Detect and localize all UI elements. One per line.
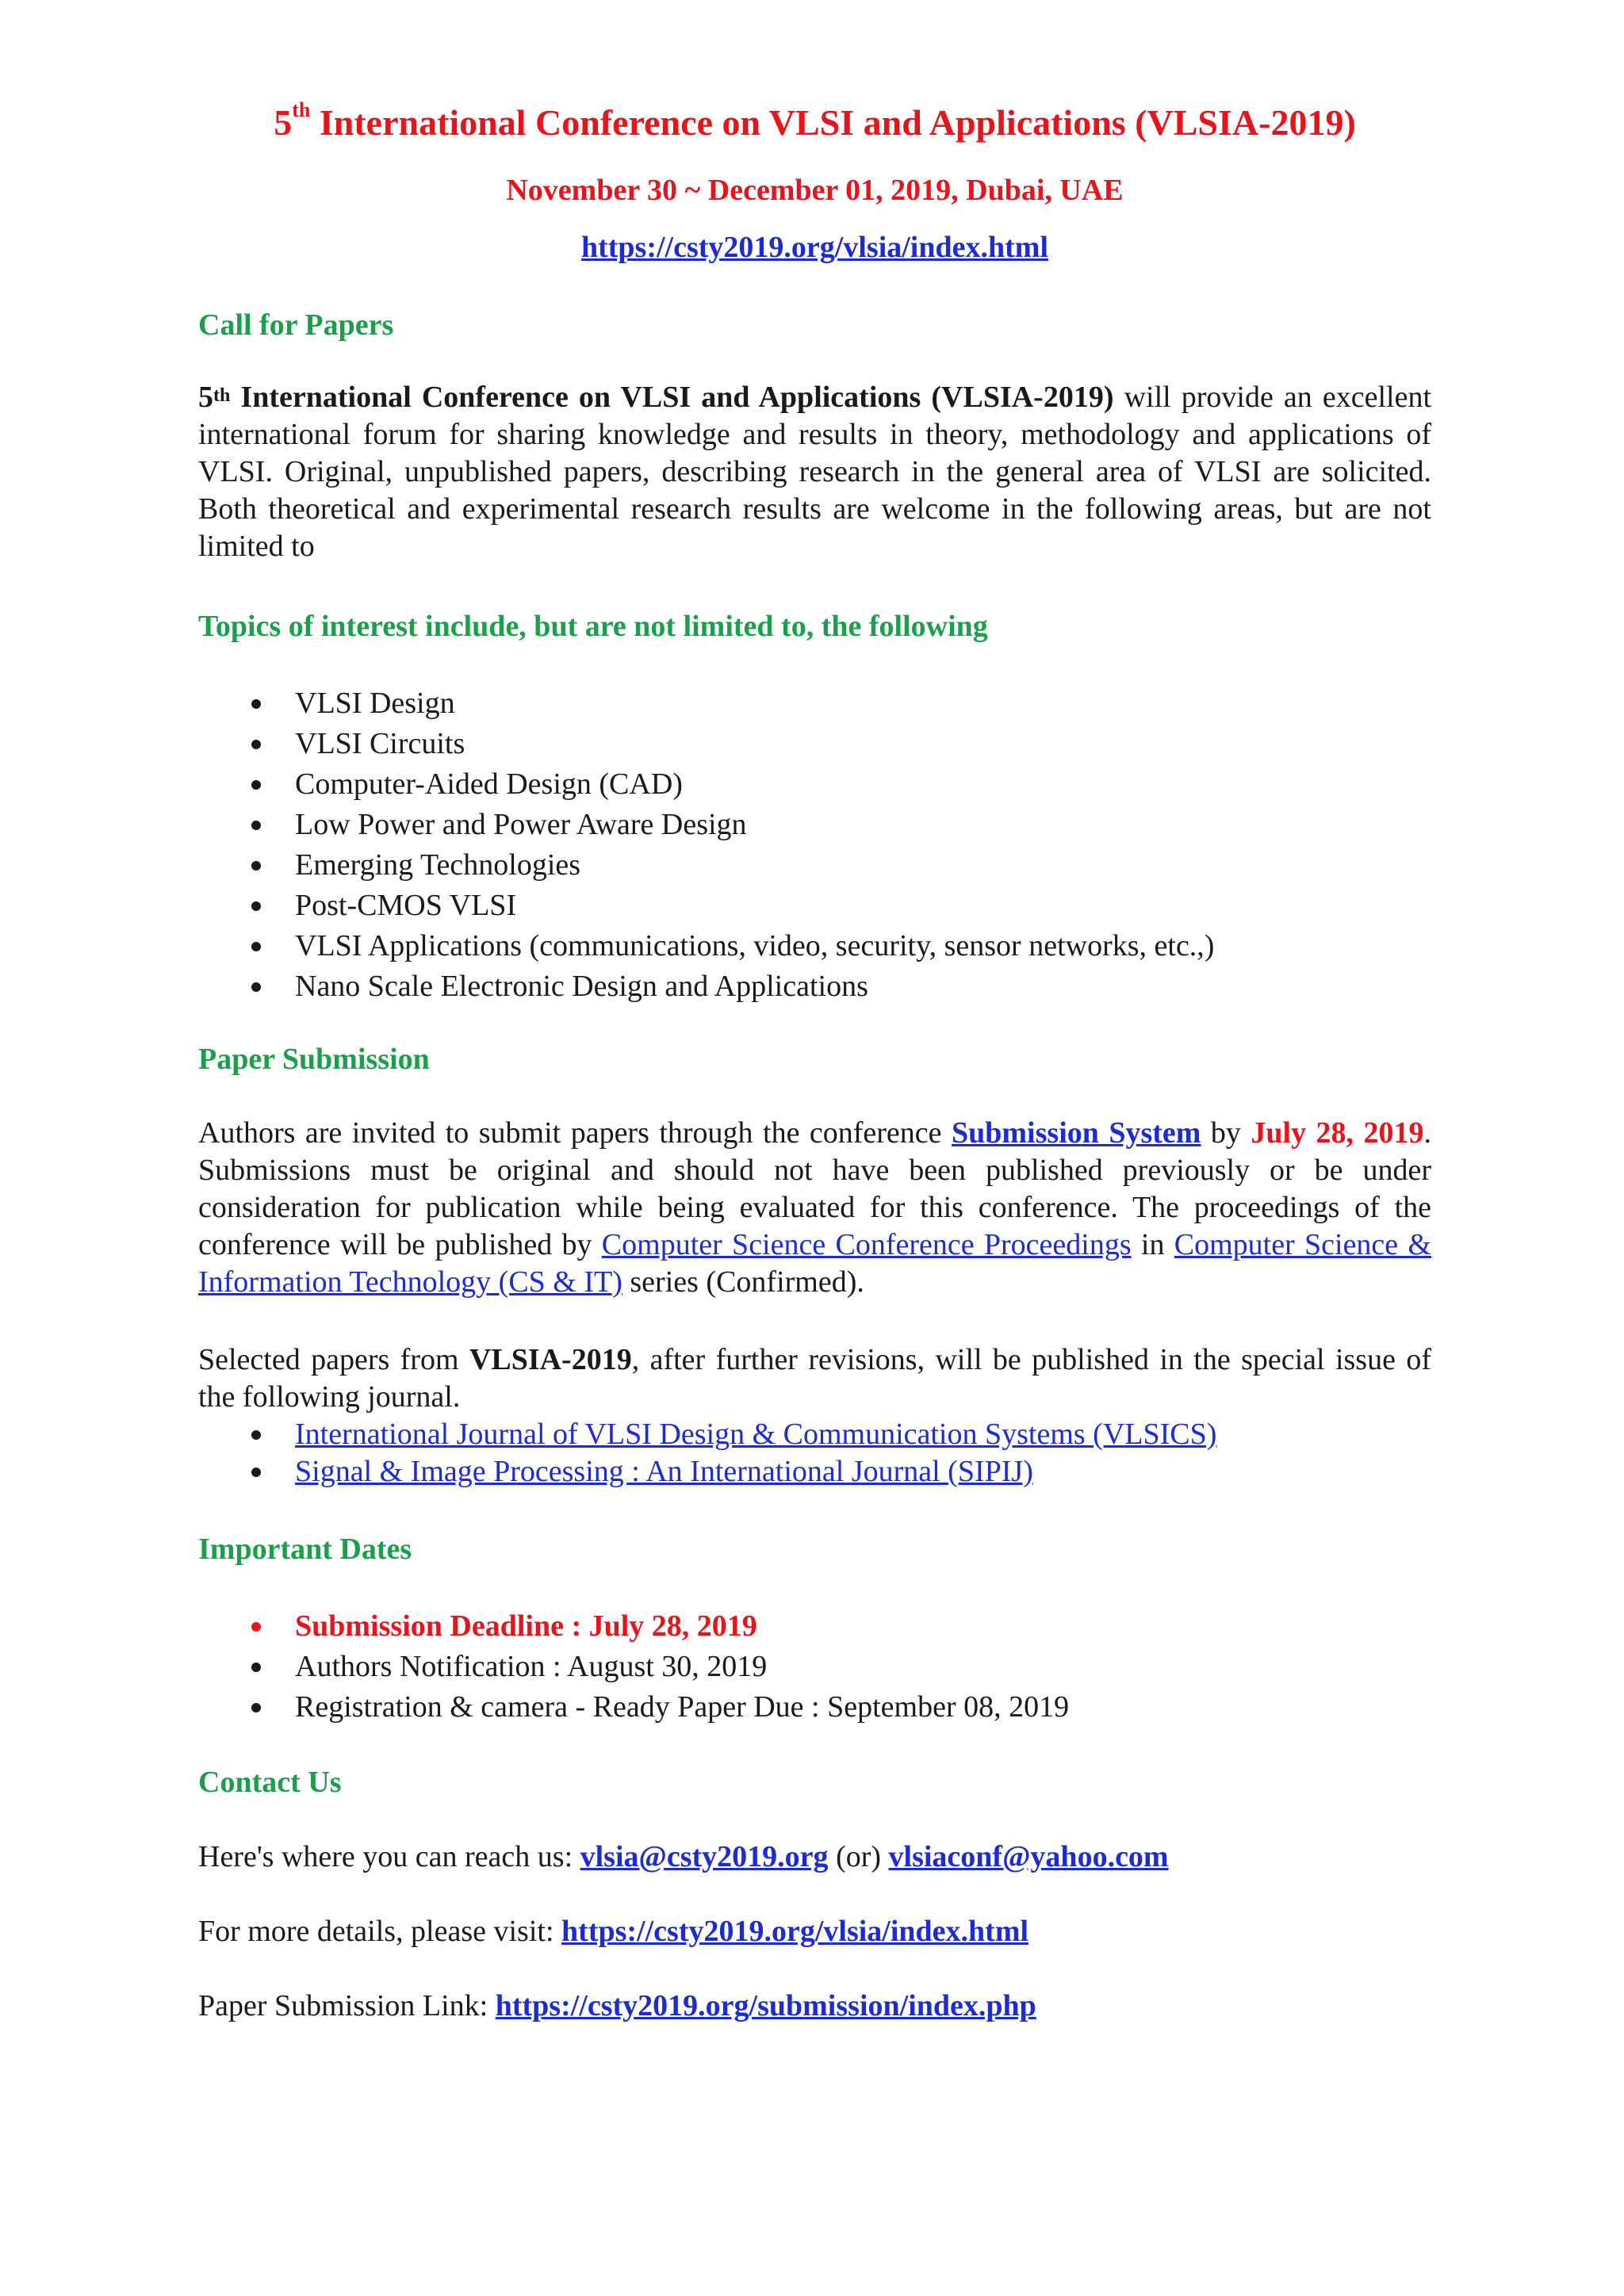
list-item bbox=[198, 805, 1214, 845]
call-for-papers-paragraph bbox=[198, 379, 1431, 565]
special-issue-text: Selected papers from bbox=[198, 1343, 469, 1376]
important-dates-list bbox=[198, 1606, 1069, 1728]
submission-deadline-date: July 28, 2019 bbox=[1251, 1116, 1424, 1150]
bullet-icon bbox=[251, 982, 261, 992]
list-item bbox=[198, 1606, 1069, 1647]
bullet-icon bbox=[251, 699, 261, 709]
topic-label: VLSI Applications (communications, video, security, sensor networks, etc.,) bbox=[295, 929, 1215, 962]
list-item bbox=[198, 1453, 1216, 1490]
topic-label: Emerging Technologies bbox=[295, 848, 581, 882]
list-item bbox=[198, 764, 1214, 805]
contact-email-line bbox=[198, 1839, 1169, 1874]
list-item bbox=[198, 966, 1214, 1007]
special-issue-paragraph bbox=[198, 1341, 1431, 1416]
title-superscript: th bbox=[292, 98, 311, 121]
conference-url-link[interactable]: https://csty2019.org/vlsia/index.html bbox=[580, 231, 1049, 264]
journals-list bbox=[198, 1416, 1216, 1490]
bullet-icon bbox=[251, 1430, 261, 1440]
topic-label: Post-CMOS VLSI bbox=[295, 889, 517, 922]
email-link-secondary[interactable]: vlsiaconf@yahoo.com bbox=[888, 1840, 1169, 1873]
contact-text: (or) bbox=[828, 1840, 889, 1873]
topic-label: VLSI Design bbox=[295, 687, 455, 720]
bullet-icon bbox=[251, 901, 261, 911]
details-text: For more details, please visit: bbox=[198, 1915, 562, 1948]
topic-label: Nano Scale Electronic Design and Applications bbox=[295, 970, 868, 1003]
journal-link-vlsics[interactable]: International Journal of VLSI Design & Communication Systems (VLSICS) bbox=[295, 1418, 1217, 1451]
submission-text: Authors are invited to submit papers through the conference bbox=[198, 1116, 952, 1150]
conference-date-location: November 30 ~ December 01, 2019, Dubai, UAE bbox=[506, 174, 1124, 207]
bullet-icon bbox=[251, 821, 261, 830]
list-item bbox=[198, 845, 1214, 886]
date-label-registration: Registration & camera - Ready Paper Due : September 08, 2019 bbox=[295, 1690, 1070, 1724]
date-label-notification: Authors Notification : August 30, 2019 bbox=[295, 1650, 768, 1683]
paper-submission-paragraph bbox=[198, 1115, 1431, 1301]
topic-label: Low Power and Power Aware Design bbox=[295, 808, 747, 841]
submission-system-link[interactable]: Submission System bbox=[952, 1116, 1201, 1150]
submission-link-text: Paper Submission Link: bbox=[198, 1989, 496, 2022]
submission-text: by bbox=[1201, 1116, 1251, 1150]
list-item bbox=[198, 724, 1214, 764]
special-issue-text: , after further revisions, will be published in the special issue of the following journal. bbox=[198, 1343, 1431, 1414]
cs-it-series-link[interactable]: Computer Science & Information Technology (CS & IT) bbox=[198, 1228, 1432, 1299]
intro-text: will provide an excellent international forum for sharing knowledge and results in theory, methodology and applications of VLSI. Original, unpublished papers, describing research in the general area of VLSI are solicited. Both theoretical and experimental research results are welcome in the following areas, but are not limited to bbox=[198, 381, 1431, 563]
paper-submission-heading: Paper Submission bbox=[198, 1043, 430, 1076]
conference-title bbox=[198, 98, 1431, 144]
bullet-icon bbox=[251, 740, 261, 749]
list-item bbox=[198, 926, 1214, 966]
contact-heading: Contact Us bbox=[198, 1766, 342, 1799]
journal-link-sipij[interactable]: Signal & Image Processing : An International Journal (SIPIJ) bbox=[295, 1455, 1033, 1488]
list-item bbox=[198, 1647, 1069, 1687]
title-text: International Conference on VLSI and Applications (VLSIA-2019) bbox=[310, 102, 1356, 143]
bullet-icon bbox=[251, 1468, 261, 1477]
bullet-icon bbox=[251, 1663, 261, 1672]
bullet-icon bbox=[251, 780, 261, 790]
topic-label: Computer-Aided Design (CAD) bbox=[295, 767, 683, 801]
submission-text: . Submissions must be original and should not have been published previously or be under consideration for publication while being evaluated for this conference. The proceedings of the conference will be published by bbox=[198, 1116, 1432, 1261]
contact-text: Here's where you can reach us: bbox=[198, 1840, 580, 1873]
bullet-icon bbox=[251, 1622, 261, 1632]
submission-link-line bbox=[198, 1988, 1036, 2023]
intro-number: 5 bbox=[198, 381, 213, 414]
list-item bbox=[198, 683, 1214, 724]
bullet-icon bbox=[251, 1703, 261, 1712]
details-url-link[interactable]: https://csty2019.org/vlsia/index.html bbox=[561, 1915, 1029, 1948]
list-item bbox=[198, 1416, 1216, 1453]
bullet-icon bbox=[251, 861, 261, 871]
date-label-deadline: Submission Deadline : July 28, 2019 bbox=[295, 1609, 757, 1643]
list-item bbox=[198, 1687, 1069, 1728]
submission-url-link[interactable]: https://csty2019.org/submission/index.php bbox=[495, 1989, 1036, 2022]
conference-acronym: VLSIA-2019 bbox=[469, 1343, 632, 1376]
proceedings-link[interactable]: Computer Science Conference Proceedings bbox=[601, 1228, 1132, 1261]
submission-text: in bbox=[1131, 1228, 1174, 1261]
submission-text: series (Confirmed). bbox=[622, 1265, 864, 1299]
call-for-papers-heading: Call for Papers bbox=[198, 308, 394, 342]
intro-conference-name: International Conference on VLSI and Applications (VLSIA-2019) bbox=[230, 381, 1114, 414]
email-link-primary[interactable]: vlsia@csty2019.org bbox=[580, 1840, 829, 1873]
details-line bbox=[198, 1914, 1028, 1949]
intro-superscript: th bbox=[213, 385, 231, 406]
conference-url-line bbox=[198, 230, 1431, 265]
topic-label: VLSI Circuits bbox=[295, 727, 465, 760]
topics-heading: Topics of interest include, but are not limited to, the following bbox=[198, 610, 988, 643]
bullet-icon bbox=[251, 942, 261, 951]
important-dates-heading: Important Dates bbox=[198, 1533, 412, 1566]
title-number: 5 bbox=[274, 102, 293, 143]
topics-list bbox=[198, 683, 1214, 1007]
list-item bbox=[198, 886, 1214, 926]
